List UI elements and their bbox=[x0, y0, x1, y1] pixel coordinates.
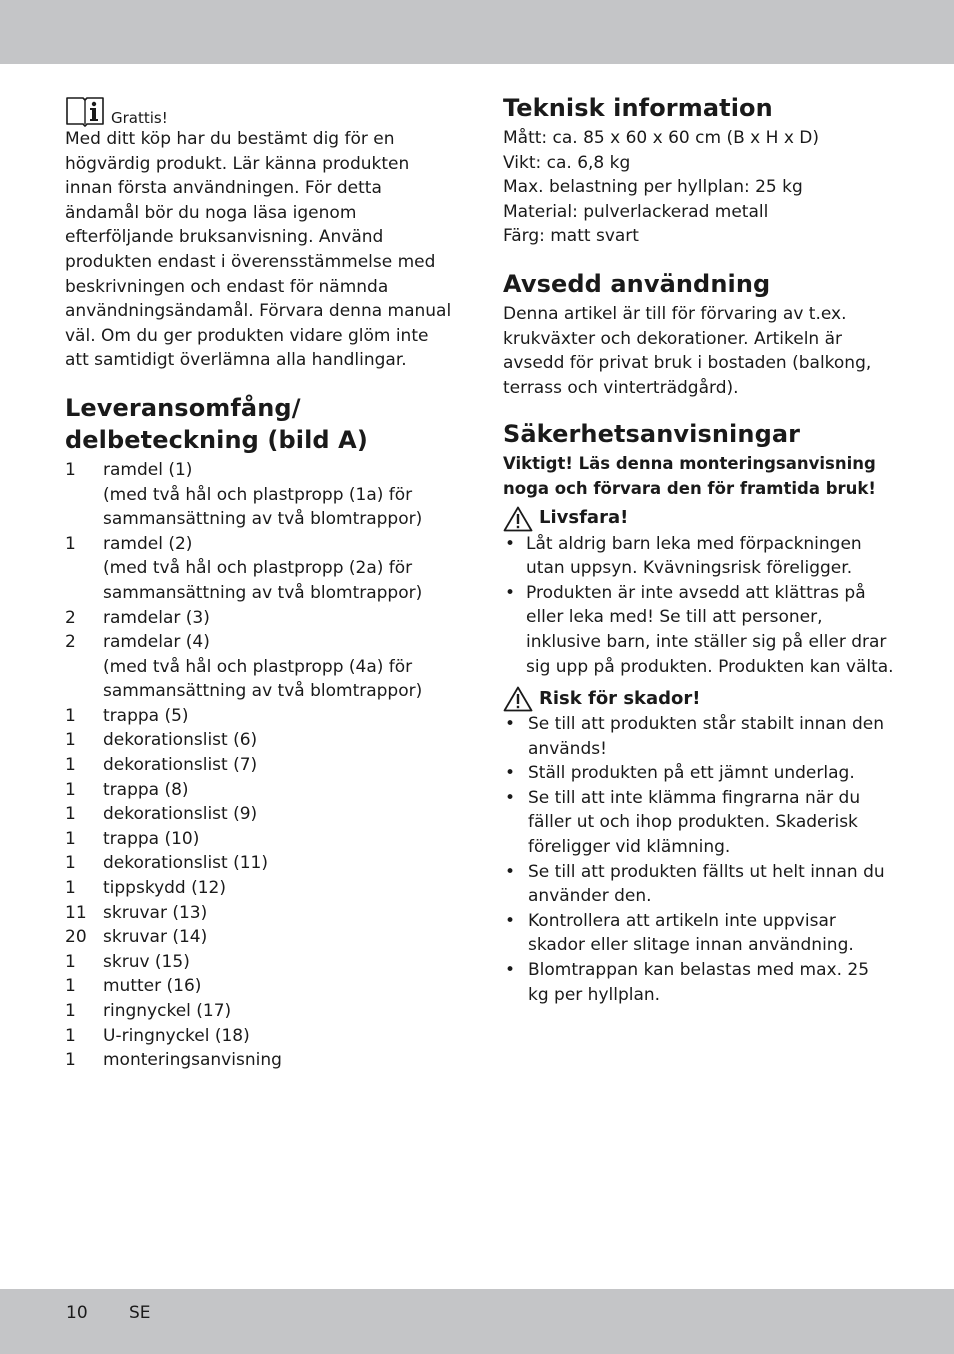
intended-use-heading: Avsedd användning bbox=[503, 269, 771, 298]
part-description bbox=[103, 1048, 457, 1073]
danger-title: Livsfara! bbox=[539, 507, 629, 529]
intro-header bbox=[65, 95, 457, 127]
tech-spec-line: Max. belastning per hyllplan: 25 kg bbox=[503, 177, 803, 198]
important-note: Viktigt! Läs denna monteringsanvisning noga och förvara den för framtida bruk! bbox=[503, 454, 876, 498]
safety-bullet-item: • Se till att produkten fällts ut helt innan du använder den. bbox=[503, 860, 895, 909]
part-name: ramdelar (4) bbox=[103, 632, 210, 653]
tech-lines bbox=[503, 126, 895, 249]
warning-triangle-icon bbox=[503, 686, 533, 712]
parts-list-item bbox=[65, 925, 457, 950]
tech-spec-line: Färg: matt svart bbox=[503, 226, 639, 247]
parts-list-item bbox=[65, 901, 457, 926]
part-description bbox=[103, 925, 457, 950]
part-name: monteringsanvisning bbox=[103, 1050, 282, 1071]
part-quantity: 1 bbox=[65, 730, 76, 751]
part-quantity: 1 bbox=[65, 459, 76, 480]
part-name: trappa (5) bbox=[103, 705, 189, 726]
part-description bbox=[103, 728, 457, 753]
safety-bullet-item: • Se till att inte klämma fingrarna när du fäller ut och ihop produkten. Skaderisk föreligger vid klämning. bbox=[503, 786, 895, 860]
parts-list-item bbox=[65, 1024, 457, 1049]
part-description bbox=[103, 753, 457, 778]
part-quantity: 1 bbox=[65, 804, 76, 825]
part-quantity: 1 bbox=[65, 976, 76, 997]
part-note: (med två hål och plastpropp (2a) för sammansättning av två blomtrappor) bbox=[103, 558, 423, 603]
manual-info-icon bbox=[65, 95, 105, 127]
part-name: dekorationslist (9) bbox=[103, 804, 258, 825]
part-quantity: 1 bbox=[65, 779, 76, 800]
part-name: dekorationslist (11) bbox=[103, 853, 268, 874]
part-quantity: 1 bbox=[65, 1025, 76, 1046]
part-quantity: 1 bbox=[65, 951, 76, 972]
part-quantity: 20 bbox=[65, 927, 87, 948]
right-column bbox=[503, 92, 895, 1007]
part-name: U-ringnyckel (18) bbox=[103, 1025, 250, 1046]
part-name: trappa (10) bbox=[103, 828, 200, 849]
danger-list bbox=[503, 532, 895, 680]
parts-list-item bbox=[65, 802, 457, 827]
safety-bullet-item: • Låt aldrig barn leka med förpackningen utan uppsyn. Kvävningsrisk föreligger. bbox=[503, 532, 895, 581]
left-column bbox=[65, 95, 457, 1073]
parts-list-item bbox=[65, 704, 457, 729]
part-quantity: 11 bbox=[65, 902, 87, 923]
safety-bullet-item: • Produkten är inte avsedd att klättras på eller leka med! Se till att personer, inklusive barn, inte ställer sig på eller drar sig upp på produkten. Produkten kan välta. bbox=[503, 581, 895, 679]
part-description bbox=[103, 999, 457, 1024]
intro-text: Med ditt köp har du bestämt dig för en högvärdig produkt. Lär känna produkten innan första användningen. För detta ändamål bör du noga läsa igenom efterföljande bruksanvisning. Använd produkten endast i överensstämmelse med beskrivningen och endast för nämnda användningsändamål. Förvara denna manual väl. Om du ger produkten vidare glöm inte att samtidigt överlämna alla handlingar. bbox=[65, 129, 452, 371]
parts-list-item bbox=[65, 728, 457, 753]
part-description bbox=[103, 876, 457, 901]
part-description bbox=[103, 851, 457, 876]
part-description bbox=[103, 950, 457, 975]
safety-heading: Säkerhetsanvisningar bbox=[503, 420, 801, 449]
part-description bbox=[103, 1024, 457, 1049]
part-description bbox=[103, 901, 457, 926]
part-name: skruvar (14) bbox=[103, 927, 208, 948]
part-name: ramdelar (3) bbox=[103, 607, 210, 628]
language-code: SE bbox=[129, 1303, 151, 1323]
part-name: ramdel (2) bbox=[103, 533, 193, 554]
safety-bullet-item: • Se till att produkten står stabilt innan den används! bbox=[503, 712, 895, 761]
part-quantity: 1 bbox=[65, 1001, 76, 1021]
safety-bullet-item: • Blomtrappan kan belastas med max. 25 kg per hyllplan. bbox=[503, 958, 895, 1007]
danger-warning-header bbox=[503, 506, 895, 532]
part-description bbox=[103, 974, 457, 999]
part-note: (med två hål och plastpropp (1a) för sammansättning av två blomtrappor) bbox=[103, 484, 423, 530]
part-description bbox=[103, 532, 457, 606]
part-quantity: 1 bbox=[65, 755, 76, 776]
part-name: dekorationslist (6) bbox=[103, 730, 258, 751]
scope-heading bbox=[65, 392, 457, 456]
warning-triangle-icon bbox=[503, 506, 533, 532]
injury-list bbox=[503, 712, 895, 1007]
part-name: dekorationslist (7) bbox=[103, 755, 258, 776]
parts-list-item bbox=[65, 876, 457, 901]
part-description bbox=[103, 704, 457, 729]
part-name: trappa (8) bbox=[103, 779, 189, 800]
scope-heading-line2: delbeteckning (bild A) bbox=[65, 425, 368, 454]
safety-bullet-item: • Ställ produkten på ett jämnt underlag. bbox=[503, 761, 895, 786]
part-description bbox=[103, 458, 457, 532]
parts-list-item bbox=[65, 778, 457, 803]
part-note: (med två hål och plastpropp (4a) för sammansättning av två blomtrappor) bbox=[103, 656, 423, 702]
parts-list-item bbox=[65, 851, 457, 876]
parts-list-item bbox=[65, 630, 457, 704]
part-quantity: 1 bbox=[65, 533, 76, 554]
part-name: ramdel (1) bbox=[103, 459, 193, 480]
tech-spec-line: Material: pulverlackerad metall bbox=[503, 201, 769, 222]
part-quantity: 1 bbox=[65, 705, 76, 726]
parts-list-item bbox=[65, 753, 457, 778]
parts-list-item bbox=[65, 974, 457, 999]
part-quantity: 1 bbox=[65, 1050, 76, 1071]
injury-title: Risk för skador! bbox=[539, 687, 701, 709]
intro-title: Grattis! bbox=[111, 109, 168, 127]
part-name: skruvar (13) bbox=[103, 902, 208, 923]
part-description bbox=[103, 606, 457, 631]
tech-heading: Teknisk information bbox=[503, 94, 773, 122]
part-description bbox=[103, 778, 457, 803]
tech-spec-line: Vikt: ca. 6,8 kg bbox=[503, 152, 631, 173]
part-quantity: 1 bbox=[65, 878, 76, 899]
parts-list bbox=[65, 458, 457, 1073]
safety-bullet-item: • Kontrollera att artikeln inte uppvisar skador eller slitage innan användning. bbox=[503, 909, 895, 958]
part-name: ringnyckel (17) bbox=[103, 1001, 232, 1021]
part-name: mutter (16) bbox=[103, 976, 202, 997]
intended-use-text: Denna artikel är till för förvaring av t.ex. krukväxter och dekorationer. Artikeln är avsedd för privat bruk i bostaden (balkong, terrass och vinterträdgård). bbox=[503, 303, 872, 398]
part-quantity: 2 bbox=[65, 632, 76, 653]
parts-list-item bbox=[65, 999, 457, 1024]
parts-list-item bbox=[65, 606, 457, 631]
part-name: skruv (15) bbox=[103, 951, 190, 972]
parts-list-item bbox=[65, 1048, 457, 1073]
tech-spec-line: Mått: ca. 85 x 60 x 60 cm (B x H x D) bbox=[503, 128, 820, 148]
page-number: 10 bbox=[66, 1303, 88, 1323]
part-description bbox=[103, 630, 457, 704]
part-name: tippskydd (12) bbox=[103, 878, 227, 899]
scope-heading-line1: Leveransomfång/ bbox=[65, 393, 301, 422]
parts-list-item bbox=[65, 950, 457, 975]
part-description bbox=[103, 827, 457, 852]
header-band bbox=[0, 0, 954, 64]
injury-warning-header bbox=[503, 686, 895, 712]
part-quantity: 1 bbox=[65, 853, 76, 874]
part-quantity: 2 bbox=[65, 607, 76, 628]
parts-list-item bbox=[65, 532, 457, 606]
part-description bbox=[103, 802, 457, 827]
part-quantity: 1 bbox=[65, 828, 76, 849]
parts-list-item bbox=[65, 827, 457, 852]
parts-list-item bbox=[65, 458, 457, 532]
